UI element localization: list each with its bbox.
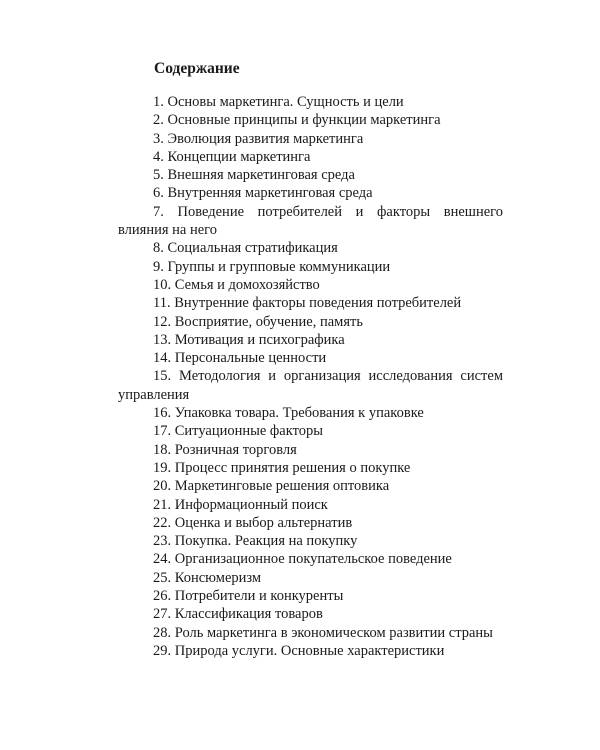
toc-item: 11. Внутренние факторы поведения потребителей bbox=[153, 295, 462, 312]
toc-item: 2. Основные принципы и функции маркетинга bbox=[153, 112, 441, 129]
toc-item: 8. Социальная стратификация bbox=[153, 240, 338, 257]
toc-item: 13. Мотивация и психографика bbox=[153, 331, 345, 348]
toc-item: 25. Консюмеризм bbox=[153, 569, 262, 586]
toc-item: 22. Оценка и выбор альтернатив bbox=[153, 514, 353, 531]
toc-item: 12. Восприятие, обучение, память bbox=[153, 313, 363, 330]
toc-item: 16. Упаковка товара. Требования к упаковке bbox=[153, 405, 424, 422]
toc-item: 5. Внешняя маркетинговая среда bbox=[153, 167, 355, 184]
toc-item: 26. Потребители и конкуренты bbox=[153, 588, 344, 605]
toc-item: 23. Покупка. Реакция на покупку bbox=[153, 533, 358, 550]
toc-item: 14. Персональные ценности bbox=[153, 350, 327, 367]
toc-item: 15. Методология и организация исследования систем управления bbox=[118, 368, 503, 403]
toc-item: 29. Природа услуги. Основные характеристики bbox=[153, 642, 445, 659]
toc-item: 9. Группы и групповые коммуникации bbox=[153, 258, 391, 275]
toc-item: 19. Процесс принятия решения о покупке bbox=[153, 459, 411, 476]
table-of-contents bbox=[118, 93, 503, 660]
toc-item: 24. Организационное покупательское поведение bbox=[153, 551, 452, 568]
page-title: Содержание bbox=[154, 60, 240, 77]
toc-item: 21. Информационный поиск bbox=[153, 496, 328, 513]
toc-item: 6. Внутренняя маркетинговая среда bbox=[153, 185, 373, 202]
toc-item: 7. Поведение потребителей и факторы внешнего влияния на него bbox=[118, 203, 503, 239]
toc-item: 3. Эволюция развития маркетинга bbox=[153, 130, 364, 147]
toc-item: 1. Основы маркетинга. Сущность и цели bbox=[153, 94, 404, 110]
toc-item: 20. Маркетинговые решения оптовика bbox=[153, 478, 390, 495]
toc-item: 27. Классификация товаров bbox=[153, 606, 323, 623]
toc-item: 17. Ситуационные факторы bbox=[153, 423, 323, 440]
toc-item: 18. Розничная торговля bbox=[153, 441, 297, 458]
toc-item: 10. Семья и домохозяйство bbox=[153, 276, 320, 293]
toc-item: 4. Концепции маркетинга bbox=[153, 148, 311, 165]
toc-item: 28. Роль маркетинга в экономическом развитии страны bbox=[153, 624, 493, 641]
